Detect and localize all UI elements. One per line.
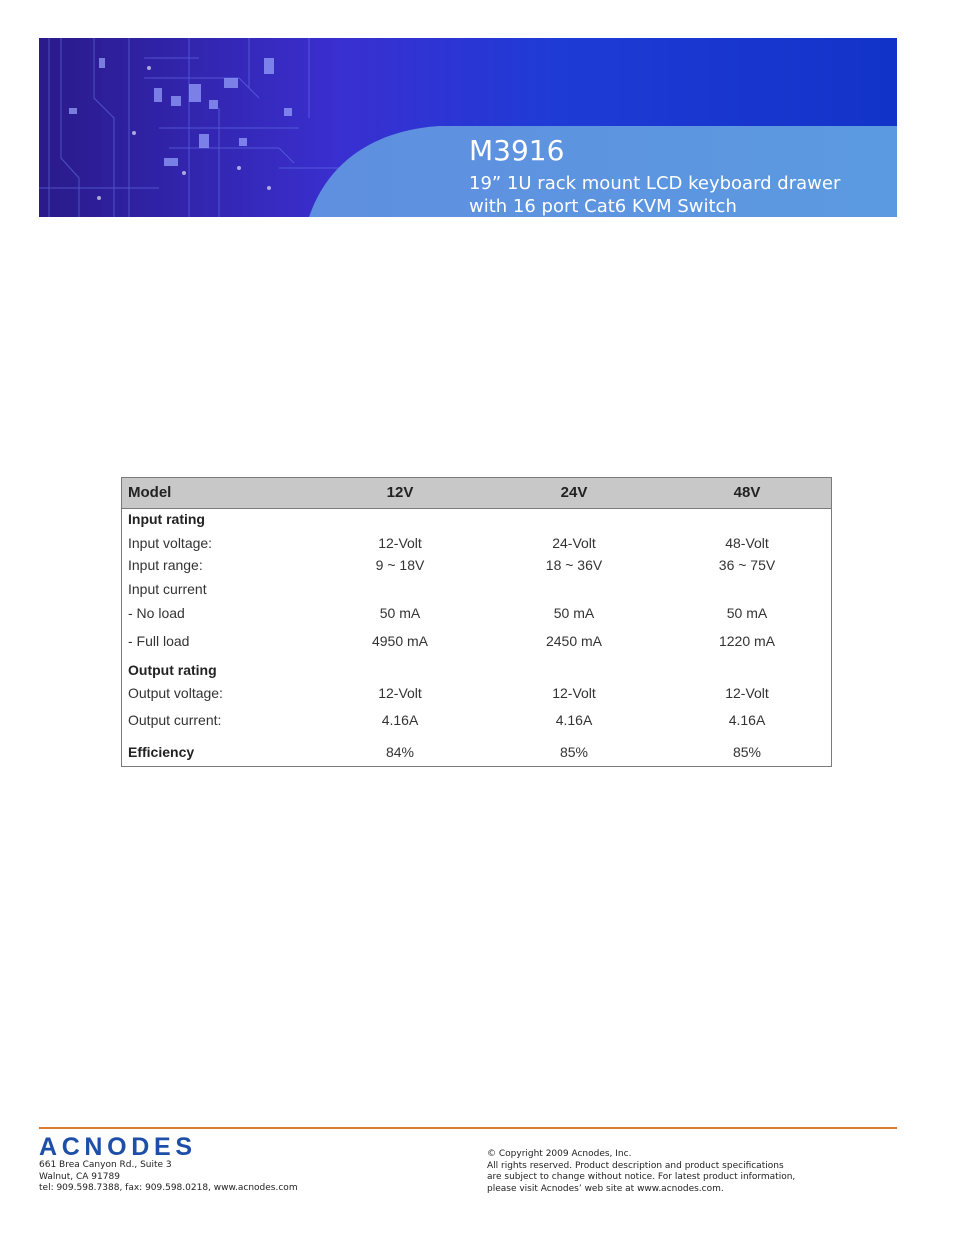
column-header-model: Model [128, 484, 172, 501]
subtitle-line-2: with 16 port Cat6 KVM Switch [469, 196, 737, 217]
copyright-line-4: please visit Acnodes’ web site at www.acnodes.com. [487, 1183, 724, 1194]
row-label: - No load [128, 605, 185, 621]
product-subtitle [469, 172, 840, 217]
copyright-line-2: All rights reserved. Product description and product specifications [487, 1160, 784, 1171]
table-row: Output current: 4.16A 4.16A 4.16A [128, 712, 766, 728]
power-spec-table [121, 477, 832, 767]
acnodes-logo-mark [39, 1133, 195, 1159]
table-row: Input range: 9 ~ 18V 18 ~ 36V 36 ~ 75V [128, 557, 776, 573]
table-row [122, 662, 831, 682]
table-row [122, 581, 831, 601]
table-row: Efficiency 84% 85% 85% [128, 744, 762, 760]
table-header-row: Model 12V 24V 48V [122, 478, 831, 509]
row-label: Input rating [128, 511, 205, 527]
row-label: Efficiency [128, 744, 195, 760]
subtitle-line-1: 19” 1U rack mount LCD keyboard drawer [469, 173, 841, 194]
table-row: Input voltage: 12-Volt 24-Volt 48-Volt [128, 535, 769, 551]
row-label: - Full load [128, 633, 190, 649]
table-row: - No load 50 mA 50 mA 50 mA [128, 605, 768, 621]
header-banner [39, 38, 897, 217]
row-label: Output current: [128, 712, 222, 728]
footer-divider [39, 1127, 897, 1129]
table-row: Output voltage: 12-Volt 12-Volt 12-Volt [128, 685, 769, 701]
copyright-notice [487, 1149, 849, 1195]
company-address [39, 1160, 298, 1195]
contact-line: tel: 909.598.7388, fax: 909.598.0218, www.acnodes.com [39, 1183, 298, 1193]
product-model-title: M3916 [469, 134, 565, 167]
row-label: Output voltage: [128, 685, 223, 701]
table-row [122, 511, 831, 531]
address-line-2: Walnut, CA 91789 [39, 1171, 120, 1182]
copyright-line-1: © Copyright 2009 Acnodes, Inc. [487, 1149, 632, 1159]
row-label: Input voltage: [128, 535, 213, 551]
row-label: Input range: [128, 557, 203, 573]
row-label: Input current [128, 581, 207, 597]
svg-text:ACNODES: ACNODES [39, 1133, 193, 1159]
table-row: - Full load 4950 mA 2450 mA 1220 mA [128, 633, 776, 649]
row-label: Output rating [128, 662, 217, 678]
copyright-line-3: are subject to change without notice. For latest product information, [487, 1172, 796, 1182]
address-line-1: 661 Brea Canyon Rd., Suite 3 [39, 1160, 172, 1170]
